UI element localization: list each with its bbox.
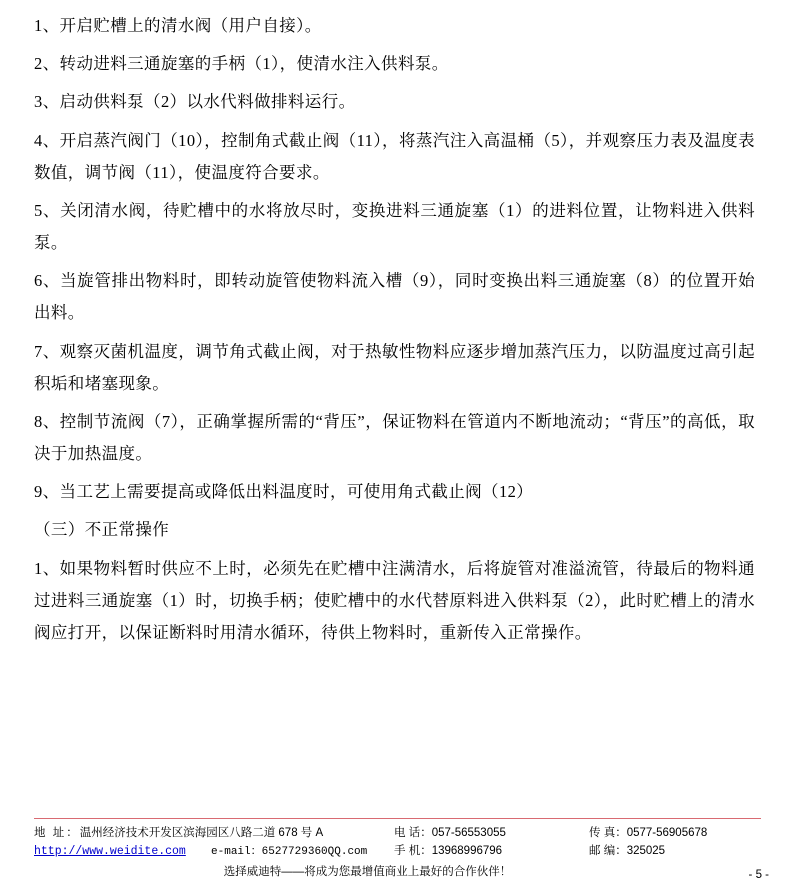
list-item: 6、当旋管排出物料时，即转动旋管使物料流入槽（9），同时变换出料三通旋塞（8）的位置开始出料。 bbox=[34, 271, 755, 323]
footer-fax bbox=[589, 825, 707, 843]
footer-address bbox=[34, 825, 394, 843]
postcode-label: 邮 编： bbox=[589, 844, 627, 857]
postcode-value: 325025 bbox=[626, 844, 666, 857]
footer-web-email bbox=[34, 843, 394, 861]
section-heading: （三）不正常操作 bbox=[34, 520, 170, 540]
fax-value: 0577-56905678 bbox=[626, 827, 708, 840]
phone-label: 电 话： bbox=[394, 827, 432, 840]
mobile-label: 手 机： bbox=[394, 844, 432, 857]
list-item: 2、转动进料三通旋塞的手柄（1），使清水注入供料泵。 bbox=[34, 54, 449, 74]
list-item: 1、开启贮槽上的清水阀（用户自接）。 bbox=[34, 16, 322, 35]
page-number: - 5 - bbox=[748, 869, 769, 881]
phone-value: 057-56553055 bbox=[431, 827, 506, 840]
list-item: 4、开启蒸汽阀门（10），控制角式截止阀（11），将蒸汽注入高温桶（5），并观察压力表及温度表数值，调节阀（11），使温度符合要求。 bbox=[34, 130, 755, 182]
list-item: 3、启动供料泵（2）以水代料做排料运行。 bbox=[34, 92, 356, 112]
list-item: 8、控制节流阀（7），正确掌握所需的“背压”，保证物料在管道内不断地流动；“背压”的高低，取决于加热温度。 bbox=[34, 411, 755, 464]
footer-postcode bbox=[589, 843, 665, 861]
website-link[interactable]: http://www.weidite.com bbox=[34, 844, 186, 858]
list-item: 9、当工艺上需要提高或降低出料温度时，可使用角式截止阀（12） bbox=[34, 482, 534, 502]
footer-mobile bbox=[394, 843, 589, 861]
mobile-value: 13968996796 bbox=[431, 844, 503, 857]
list-item: 7、观察灭菌机温度，调节角式截止阀，对于热敏性物料应逐步增加蒸汽压力，以防温度过高引起积垢和堵塞现象。 bbox=[34, 341, 755, 393]
list-item: 1、如果物料暂时供应不上时，必须先在贮槽中注满清水，后将旋管对准溢流管，待最后的物料通过进料三通旋塞（1）时，切换手柄；使贮槽中的水代替原料进入供料泵（2），此时贮槽上的清水阀应打开，以保证断料时用清水循环，待供上物料时，重新传入正常操作。 bbox=[34, 558, 755, 642]
list-item: 5、关闭清水阀，待贮槽中的水将放尽时，变换进料三通旋塞（1）的进料位置，让物料进入供料泵。 bbox=[34, 200, 755, 253]
footer-divider bbox=[34, 818, 761, 819]
address-label: 地 址： bbox=[34, 827, 80, 840]
footer-slogan: 选择威迪特——将成为您最增值商业上最好的合作伙伴！ bbox=[223, 866, 512, 878]
email-value: 6527729360QQ.com bbox=[261, 845, 368, 858]
footer-row-address bbox=[34, 825, 761, 843]
document-body bbox=[34, 10, 755, 649]
footer-phone bbox=[394, 825, 589, 843]
page-footer bbox=[34, 818, 761, 879]
footer-row-contact bbox=[34, 843, 761, 861]
email-label: e-mail： bbox=[211, 845, 262, 858]
address-value: 温州经济技术开发区滨海园区八路二道 678 号 A bbox=[79, 827, 324, 840]
fax-label: 传 真： bbox=[589, 827, 627, 840]
